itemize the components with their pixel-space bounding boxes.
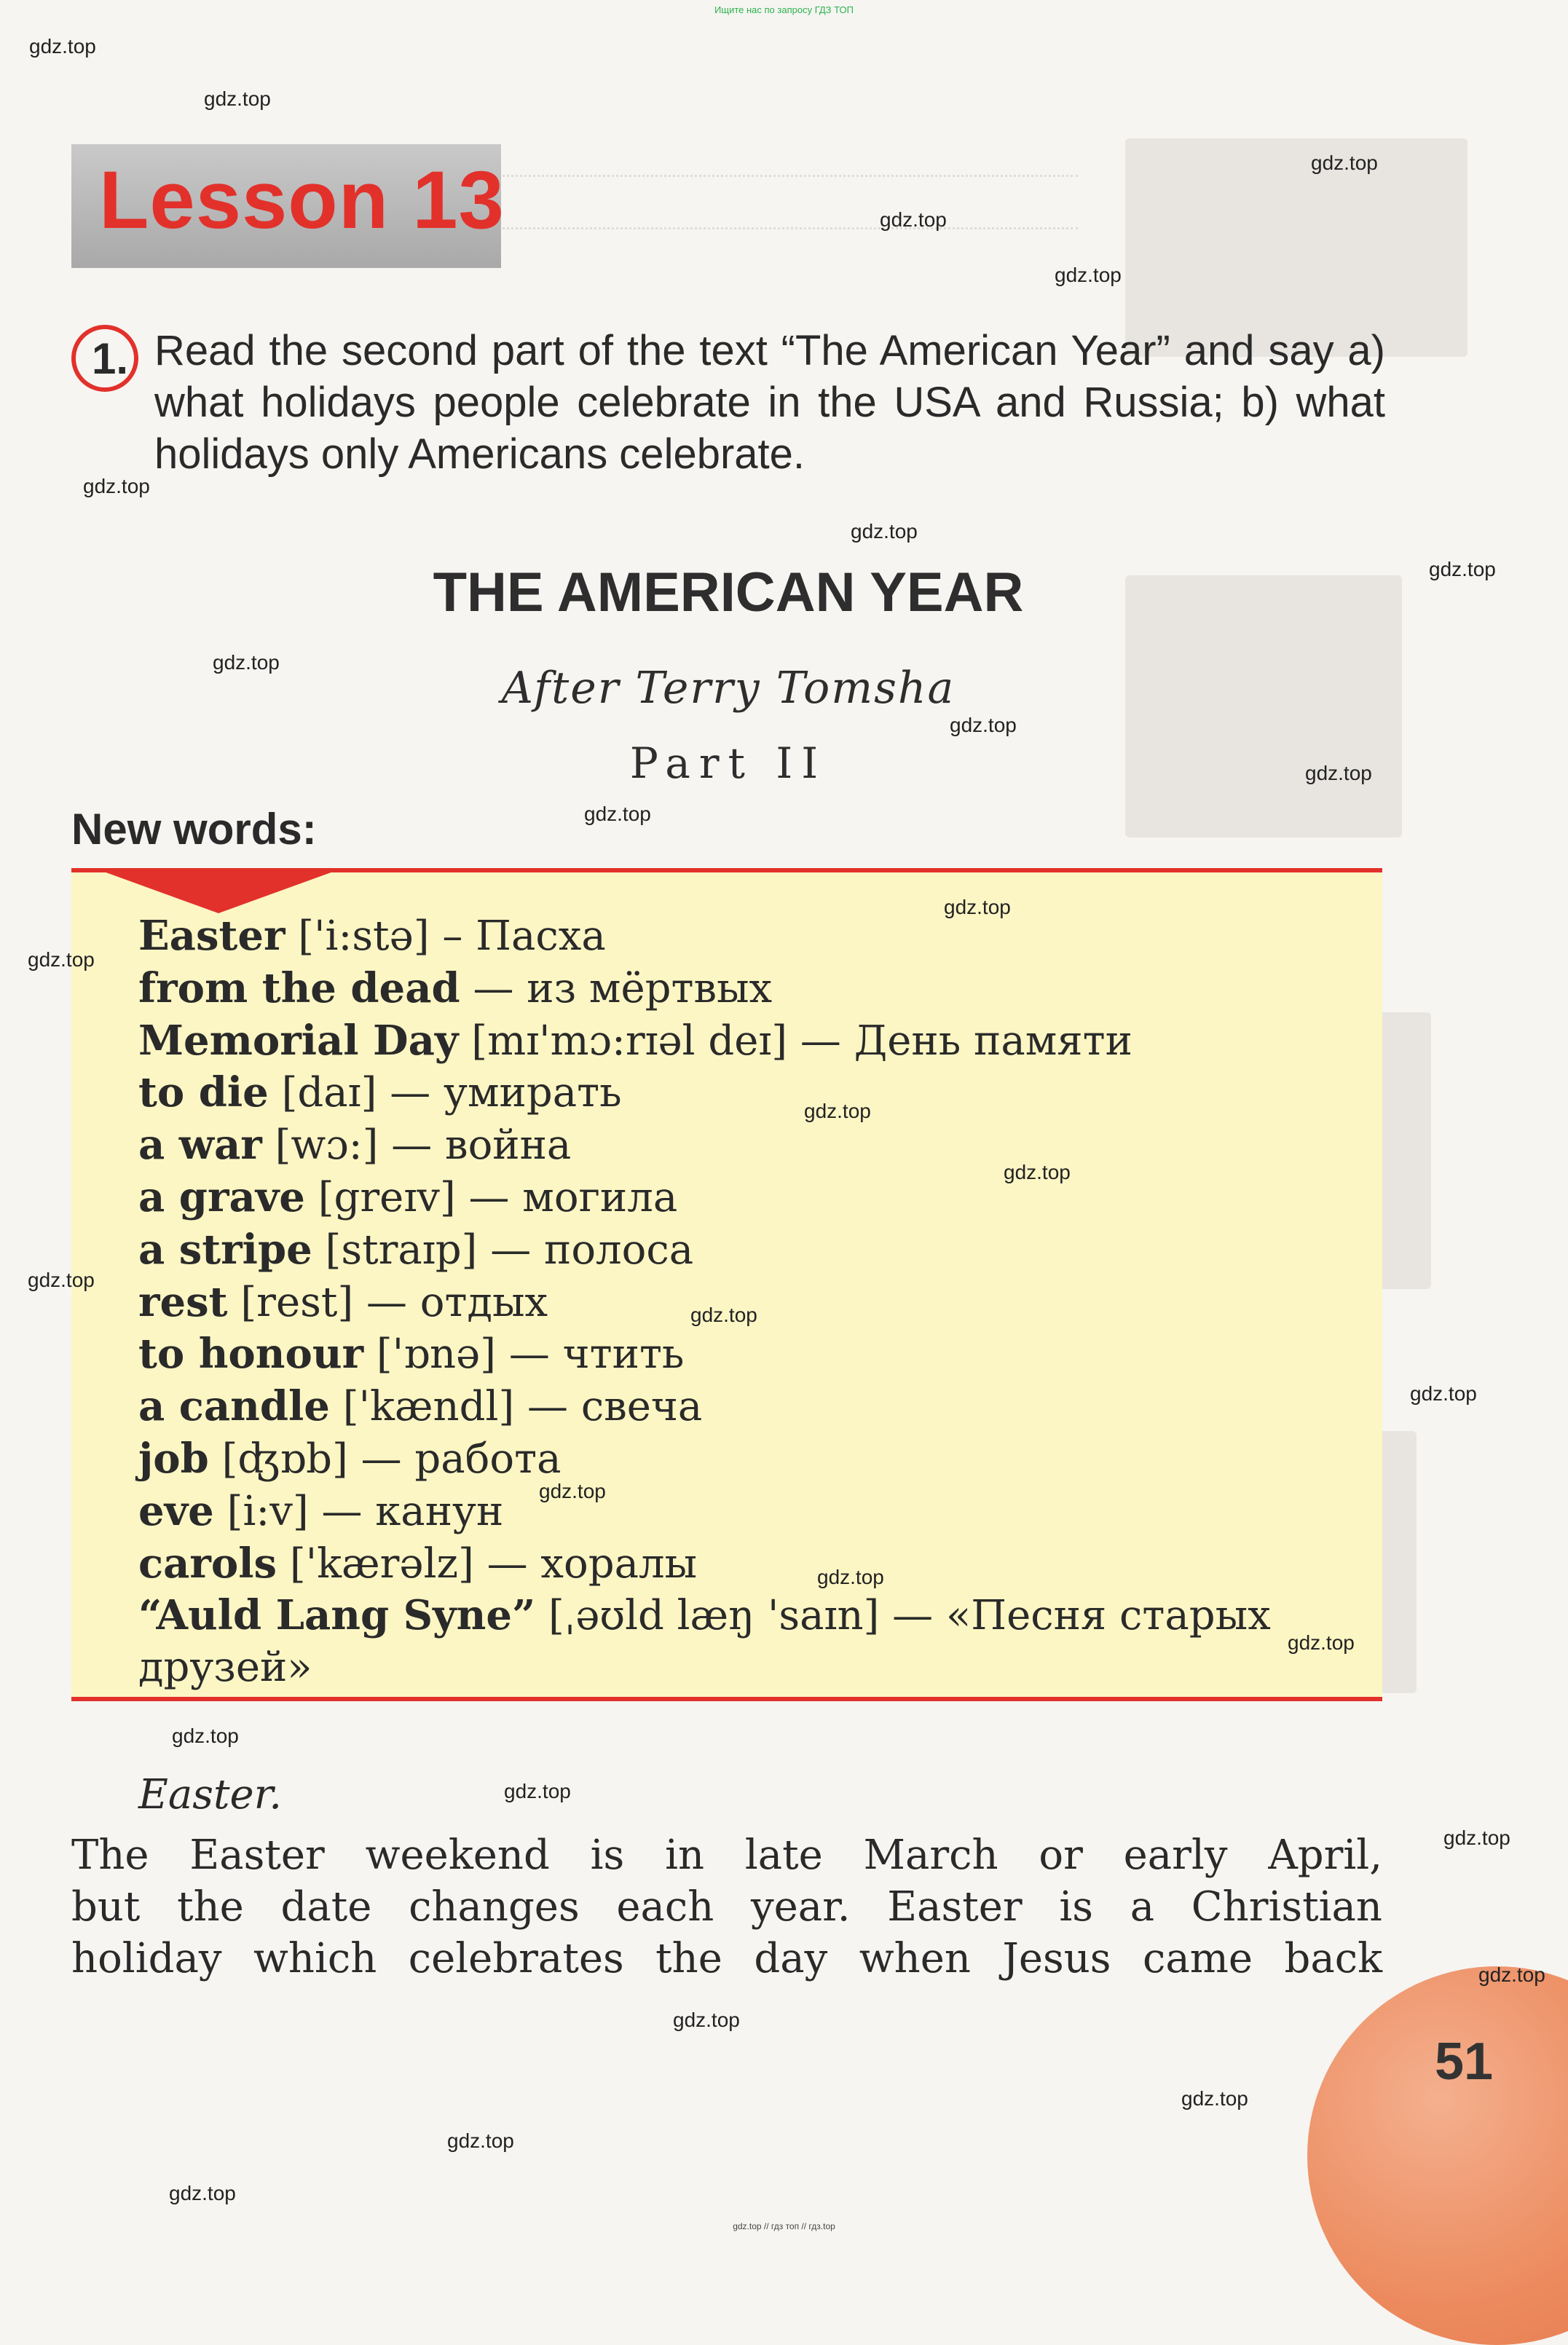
vocab-word: from the dead xyxy=(138,963,460,1012)
vocab-item xyxy=(138,1486,1369,1538)
vocab-translation: [daɪ] — умирать xyxy=(268,1069,622,1117)
watermark: gdz.top xyxy=(1311,151,1378,174)
vocab-translation: ['ɒnə] — чтить xyxy=(363,1331,685,1379)
vocab-item xyxy=(138,910,1369,963)
vocabulary-list xyxy=(138,910,1369,1694)
watermark: gdz.top xyxy=(880,208,947,231)
vocab-translation: ['kændl] — свеча xyxy=(329,1383,703,1431)
section-heading: Easter. xyxy=(138,1771,283,1818)
lesson-title: Lesson 13 xyxy=(99,154,505,245)
vocab-item xyxy=(138,1328,1369,1381)
vocab-translation: ['kærəlz] — хоралы xyxy=(277,1540,698,1588)
vocab-item xyxy=(138,1433,1369,1486)
vocab-word: a stripe xyxy=(138,1225,312,1274)
watermark: gdz.top xyxy=(447,2129,514,2152)
watermark: gdz.top xyxy=(1181,2087,1248,2110)
watermark: gdz.top xyxy=(1478,1963,1545,1986)
watermark: gdz.top xyxy=(851,520,918,543)
vocab-item xyxy=(138,1590,1369,1694)
paragraph-line: The Easter weekend is in late March or early April, xyxy=(71,1832,1382,1879)
vocab-translation: [ʤɒb] — работа xyxy=(208,1435,562,1483)
watermark: gdz.top xyxy=(1410,1382,1477,1405)
exercise-instructions: Read the second part of the text “The American Year” and say a) what holidays people celebrate in the USA and Russia; b) what holidays only Americans celebrate. xyxy=(154,327,1385,478)
exercise-number-badge xyxy=(71,325,138,392)
vocab-word: Easter xyxy=(138,912,285,960)
vocabulary-bottom-rule xyxy=(71,1697,1382,1701)
vocab-word: to honour xyxy=(138,1330,364,1379)
watermark: gdz.top xyxy=(539,1480,606,1502)
vocab-translation: [wɔ:] — война xyxy=(261,1122,572,1170)
body-paragraph xyxy=(71,1829,1382,1985)
vocab-item xyxy=(138,1538,1369,1591)
watermark: gdz.top xyxy=(28,948,95,971)
watermark: gdz.top xyxy=(1305,762,1372,784)
vocab-item xyxy=(138,1067,1369,1119)
vocab-word: Memorial Day xyxy=(138,1016,459,1065)
bottom-note: gdz.top // гдз топ // гдз.top xyxy=(733,2221,835,2231)
page-corner-decoration xyxy=(1307,1966,1568,2345)
vocab-word: eve xyxy=(138,1486,214,1535)
watermark: gdz.top xyxy=(690,1304,757,1326)
watermark: gdz.top xyxy=(83,475,150,497)
vocab-item xyxy=(138,1015,1369,1068)
vocab-translation: [mɪ'mɔ:rɪəl deɪ] — День памяти xyxy=(458,1017,1132,1065)
watermark: gdz.top xyxy=(1004,1161,1071,1183)
ghost-picture xyxy=(1125,138,1467,357)
story-title: THE AMERICAN YEAR xyxy=(433,561,1024,623)
vocab-word: carols xyxy=(138,1539,277,1588)
watermark: gdz.top xyxy=(584,803,651,825)
arrow-down-icon xyxy=(102,871,335,913)
watermark: gdz.top xyxy=(204,87,271,110)
watermark: gdz.top xyxy=(28,1269,95,1291)
vocab-word: a war xyxy=(138,1121,262,1170)
paragraph-line: holiday which celebrates the day when Jesus came back xyxy=(71,1935,1382,1982)
watermark: gdz.top xyxy=(504,1780,571,1802)
watermark: gdz.top xyxy=(1443,1826,1510,1849)
watermark: gdz.top xyxy=(673,2009,740,2031)
vocab-translation: [greɪv] — могила xyxy=(304,1173,678,1221)
vocab-item xyxy=(138,1172,1369,1224)
vocab-word: a grave xyxy=(138,1172,305,1221)
watermark: gdz.top xyxy=(172,1725,239,1747)
vocab-translation: [i:v] — канун xyxy=(213,1487,504,1535)
watermark: gdz.top xyxy=(944,896,1011,918)
story-author: After Terry Tomsha xyxy=(501,663,956,714)
watermark: gdz.top xyxy=(169,2182,236,2204)
watermark: gdz.top xyxy=(1288,1631,1355,1654)
top-note: Ищите нас по запросу ГДЗ ТОП xyxy=(714,4,854,15)
vocab-item xyxy=(138,1119,1369,1172)
page-number: 51 xyxy=(1435,2033,1494,2091)
vocab-translation: [ˌəʊld læŋ 'saɪn] — «Песня старых друзей» xyxy=(138,1592,1271,1692)
watermark: gdz.top xyxy=(804,1100,871,1122)
vocab-translation: ['i:stə] – Пасха xyxy=(285,913,606,960)
watermark: gdz.top xyxy=(29,35,96,58)
vocab-translation: [straɪp] — полоса xyxy=(312,1226,694,1274)
vocab-word: a candle xyxy=(138,1382,330,1431)
exercise-number: 1. xyxy=(92,334,129,383)
vocab-item xyxy=(138,1381,1369,1433)
watermark: gdz.top xyxy=(213,651,280,674)
new-words-label: New words: xyxy=(71,805,317,854)
story-part: Part II xyxy=(629,738,827,788)
vocab-item xyxy=(138,963,1369,1015)
vocab-word: “Auld Lang Syne” xyxy=(138,1591,536,1640)
watermark: gdz.top xyxy=(817,1566,884,1588)
vocab-item xyxy=(138,1224,1369,1277)
watermark: gdz.top xyxy=(1429,558,1496,580)
vocab-word: job xyxy=(138,1434,209,1483)
vocab-word: rest xyxy=(138,1277,228,1326)
paragraph-line: but the date changes each year. Easter is a Christian xyxy=(71,1883,1382,1931)
vocab-translation: [rest] — отдых xyxy=(227,1278,548,1326)
watermark: gdz.top xyxy=(1055,264,1122,286)
vocab-translation: — из мёртвых xyxy=(460,964,773,1012)
vocab-word: to die xyxy=(138,1068,269,1117)
watermark: gdz.top xyxy=(950,714,1017,736)
